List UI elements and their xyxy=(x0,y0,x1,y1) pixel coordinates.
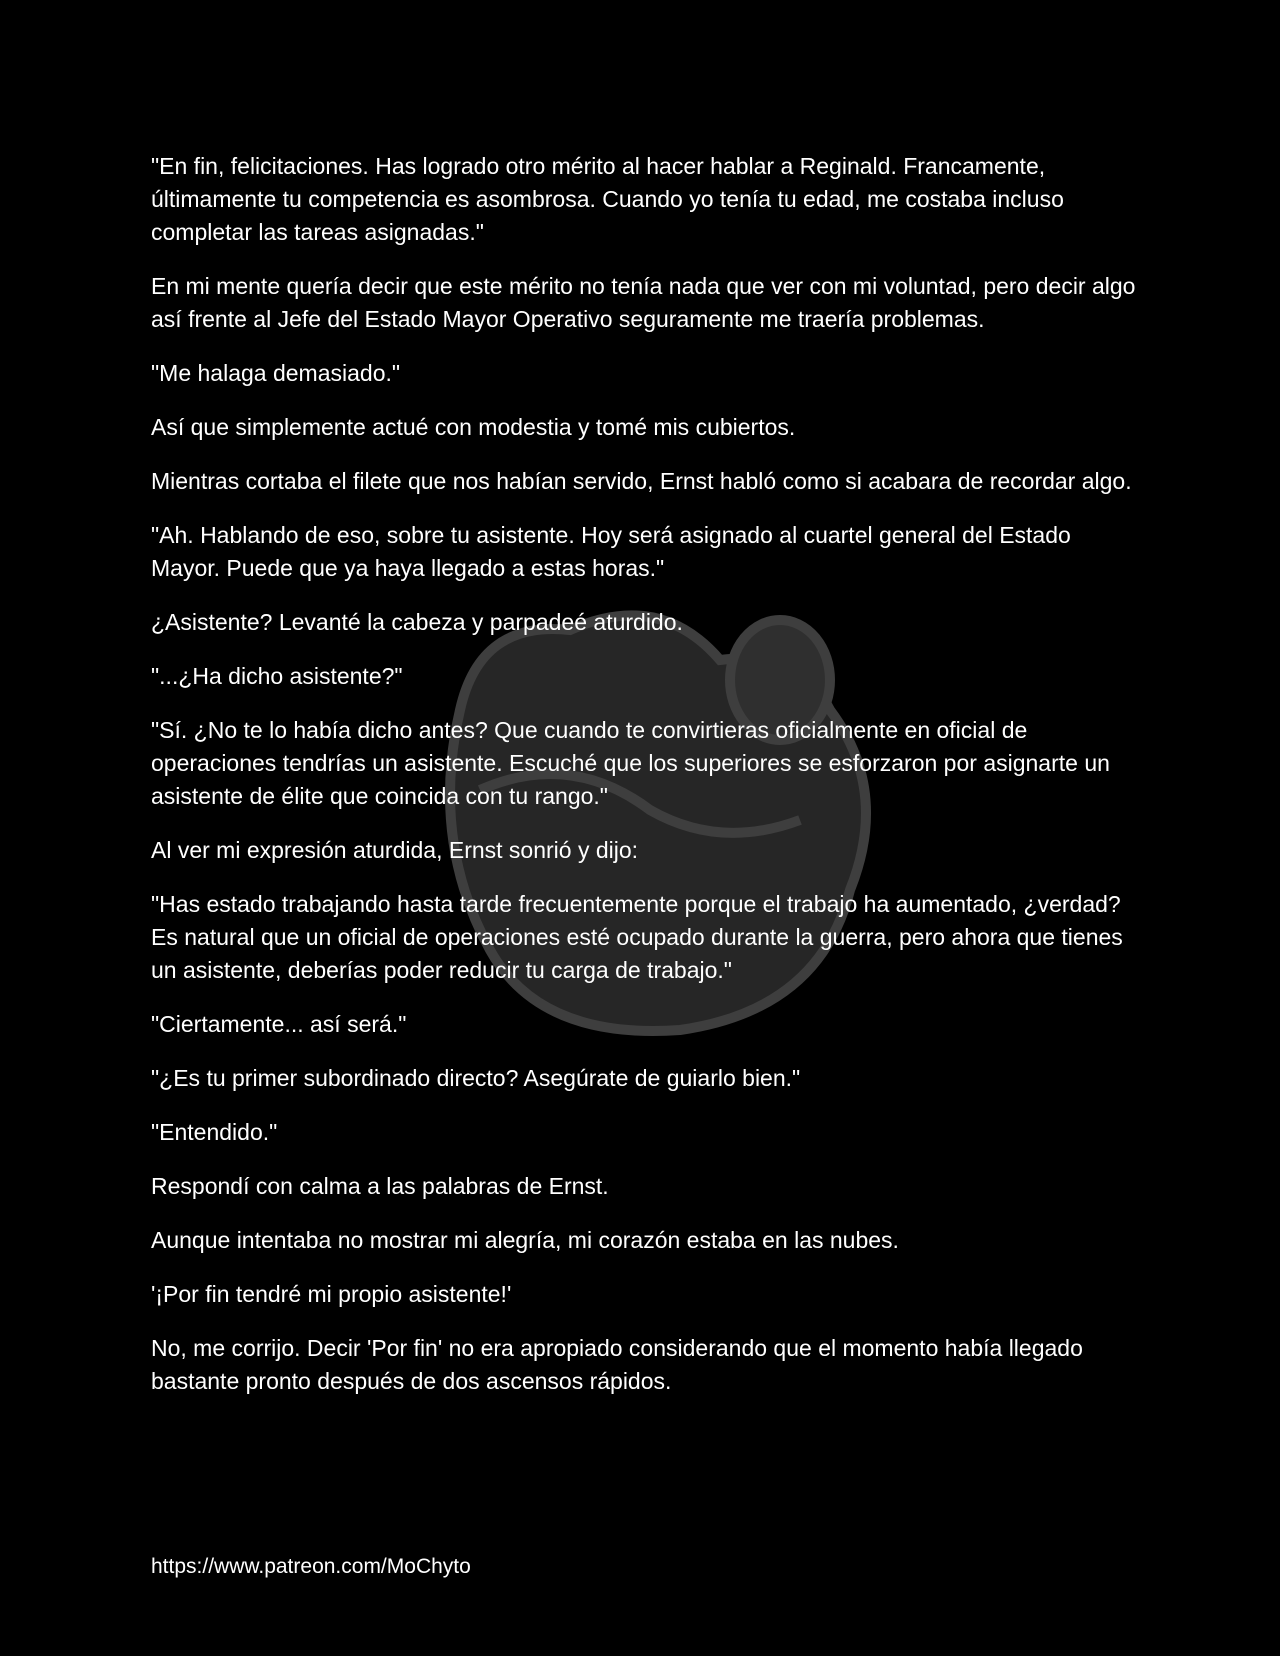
paragraph: "Ah. Hablando de eso, sobre tu asistente. Hoy será asignado al cuartel general del Estado Mayor. Puede que ya haya llegado a estas horas." xyxy=(151,522,1071,581)
paragraph: En mi mente quería decir que este mérito no tenía nada que ver con mi voluntad, pero decir algo así frente al Jefe del Estado Mayor Operativo seguramente me traería problemas. xyxy=(151,273,1136,332)
paragraph: Así que simplemente actué con modestia y tomé mis cubiertos. xyxy=(151,414,796,440)
paragraph: "En fin, felicitaciones. Has logrado otro mérito al hacer hablar a Reginald. Francamente, últimamente tu competencia es asombrosa. Cuando yo tenía tu edad, me costaba incluso completar las tareas asignadas." xyxy=(151,153,1064,245)
paragraph: "Me halaga demasiado." xyxy=(151,360,401,386)
paragraph: No, me corrijo. Decir 'Por fin' no era apropiado considerando que el momento había llegado bastante pronto después de dos ascensos rápidos. xyxy=(151,1335,1083,1394)
paragraph: Al ver mi expresión aturdida, Ernst sonrió y dijo: xyxy=(151,837,639,863)
paragraph: "Ciertamente... así será." xyxy=(151,1011,407,1037)
chapter-text xyxy=(151,150,1141,1419)
paragraph: Aunque intentaba no mostrar mi alegría, mi corazón estaba en las nubes. xyxy=(151,1227,899,1253)
paragraph: Respondí con calma a las palabras de Ernst. xyxy=(151,1173,609,1199)
paragraph: "Sí. ¿No te lo había dicho antes? Que cuando te convirtieras oficialmente en oficial de operaciones tendrías un asistente. Escuché que los superiores se esforzaron por asignarte un asistente de élite que coincida con tu rango." xyxy=(151,717,1110,809)
paragraph: Mientras cortaba el filete que nos habían servido, Ernst habló como si acabara de recordar algo. xyxy=(151,468,1132,494)
paragraph: "¿Es tu primer subordinado directo? Asegúrate de guiarlo bien." xyxy=(151,1065,801,1091)
paragraph: "Has estado trabajando hasta tarde frecuentemente porque el trabajo ha aumentado, ¿verdad? Es natural que un oficial de operaciones esté ocupado durante la guerra, pero ahora que tienes un asistente, deberías poder reducir tu carga de trabajo." xyxy=(151,891,1123,983)
patreon-link[interactable]: https://www.patreon.com/MoChyto xyxy=(151,1555,471,1578)
paragraph: '¡Por fin tendré mi propio asistente!' xyxy=(151,1281,512,1307)
paragraph: "...¿Ha dicho asistente?" xyxy=(151,663,403,689)
paragraph: "Entendido." xyxy=(151,1119,278,1145)
paragraph: ¿Asistente? Levanté la cabeza y parpadeé aturdido. xyxy=(151,609,683,635)
